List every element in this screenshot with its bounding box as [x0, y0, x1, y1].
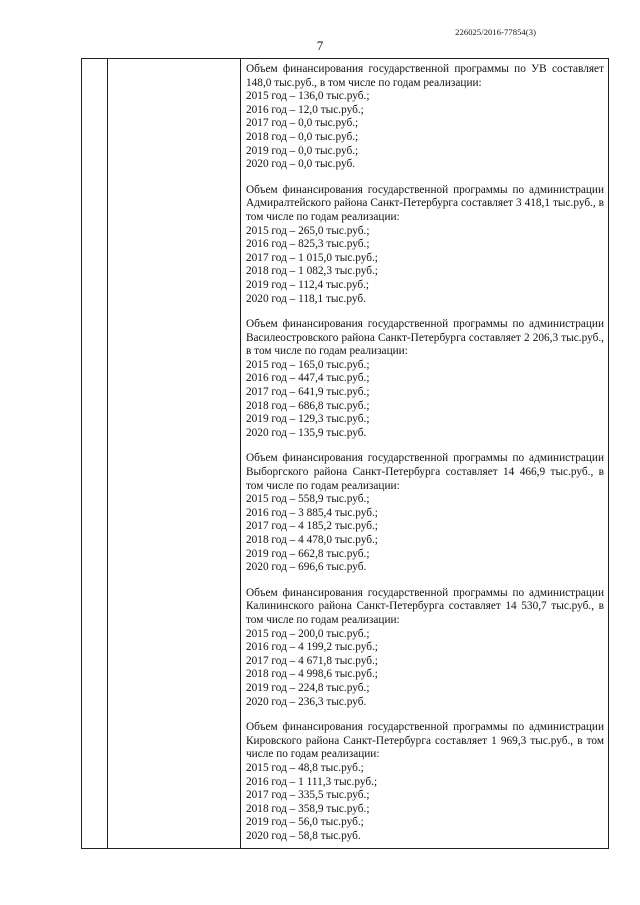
financing-intro: Объем финансирования государственной программы по администрации Адмиралтейского района Санкт-Петербурга составляет 3 418,1 тыс.руб., в том числе по годам реализации:: [246, 183, 604, 223]
year-amount-line: 2016 год – 825,3 тыс.руб.;: [246, 238, 370, 251]
year-amount-line: 2019 год – 56,0 тыс.руб.;: [246, 816, 364, 829]
year-amount-line: 2015 год – 265,0 тыс.руб.;: [246, 224, 370, 237]
financing-intro: Объем финансирования государственной программы по УВ составляет 148,0 тыс.руб., в том числе по годам реализации:: [246, 63, 604, 89]
year-amount-line: 2020 год – 236,3 тыс.руб.: [246, 695, 367, 708]
year-amount-line: 2018 год – 4 478,0 тыс.руб.;: [246, 534, 378, 546]
column-divider-1: [107, 59, 108, 848]
year-amount-line: 2019 год – 0,0 тыс.руб.;: [246, 144, 359, 157]
year-amount-line: 2016 год – 12,0 тыс.руб.;: [246, 103, 364, 116]
year-amount-line: 2018 год – 4 998,6 тыс.руб.;: [246, 668, 378, 681]
year-amount-line: 2017 год – 0,0 тыс.руб.;: [246, 117, 359, 130]
financing-intro: Объем финансирования государственной программы по администрации Василеостровского района Санкт-Петербурга составляет 2 206,3 тыс.руб., в том числе по годам реализации:: [246, 318, 604, 358]
year-amount-line: 2018 год – 358,9 тыс.руб.;: [246, 802, 370, 815]
year-amount-line: 2020 год – 118,1 тыс.руб.: [246, 292, 366, 305]
year-amount-line: 2016 год – 447,4 тыс.руб.;: [246, 372, 370, 385]
year-amount-line: 2017 год – 4 671,8 тыс.руб.;: [246, 654, 378, 667]
year-amount-line: 2016 год – 3 885,4 тыс.руб.;: [246, 506, 378, 519]
year-amount-line: 2015 год – 165,0 тыс.руб.;: [246, 358, 370, 371]
document-id: 226025/2016-77854(3): [455, 27, 536, 37]
year-amount-line: 2015 год – 558,9 тыс.руб.;: [246, 493, 370, 506]
year-amount-line: 2016 год – 4 199,2 тыс.руб.;: [246, 641, 378, 654]
year-amount-line: 2020 год – 696,6 тыс.руб.: [246, 561, 367, 574]
column-divider-2: [240, 59, 241, 848]
financing-block: [246, 721, 604, 843]
year-amount-line: 2019 год – 112,4 тыс.руб.;: [246, 278, 370, 291]
financing-intro: Объем финансирования государственной программы по администрации Кировского района Санкт-Петербурга составляет 1 969,3 тыс.руб., в том числе по годам реализации:: [246, 721, 604, 761]
financing-block: [246, 63, 604, 172]
financing-block: [246, 318, 604, 440]
year-amount-line: 2020 год – 58,8 тыс.руб.: [246, 829, 361, 842]
year-amount-line: 2015 год – 200,0 тыс.руб.;: [246, 627, 370, 640]
year-amount-line: 2020 год – 135,9 тыс.руб.: [246, 426, 367, 439]
year-amount-line: 2017 год – 4 185,2 тыс.руб.;: [246, 520, 378, 533]
financing-intro: Объем финансирования государственной программы по администрации Калининского района Санкт-Петербурга составляет 14 530,7 тыс.руб., в том числе по годам реализации:: [246, 586, 604, 626]
page-number: 7: [316, 38, 324, 53]
financing-table: [81, 58, 609, 849]
year-amount-line: 2019 год – 129,3 тыс.руб.;: [246, 413, 370, 426]
year-amount-line: 2017 год – 1 015,0 тыс.руб.;: [246, 251, 378, 264]
financing-block: [246, 452, 604, 574]
year-amount-line: 2020 год – 0,0 тыс.руб.: [246, 158, 356, 171]
year-amount-line: 2017 год – 335,5 тыс.руб.;: [246, 789, 370, 802]
year-amount-line: 2015 год – 136,0 тыс.руб.;: [246, 90, 370, 103]
year-amount-line: 2019 год – 662,8 тыс.руб.;: [246, 547, 370, 560]
financing-text-cell: [246, 63, 604, 855]
financing-block: [246, 184, 604, 306]
year-amount-line: 2017 год – 641,9 тыс.руб.;: [246, 386, 370, 399]
year-amount-line: 2015 год – 48,8 тыс.руб.;: [246, 761, 364, 774]
year-amount-line: 2018 год – 0,0 тыс.руб.;: [246, 130, 359, 143]
financing-block: [246, 587, 604, 709]
financing-intro: Объем финансирования государственной программы по администрации Выборгского района Санкт-Петербурга составляет 14 466,9 тыс.руб., в том числе по годам реализации:: [246, 452, 604, 492]
year-amount-line: 2019 год – 224,8 тыс.руб.;: [246, 681, 370, 694]
year-amount-line: 2018 год – 686,8 тыс.руб.;: [246, 399, 370, 412]
year-amount-line: 2016 год – 1 111,3 тыс.руб.;: [246, 775, 378, 788]
year-amount-line: 2018 год – 1 082,3 тыс.руб.;: [246, 265, 378, 278]
